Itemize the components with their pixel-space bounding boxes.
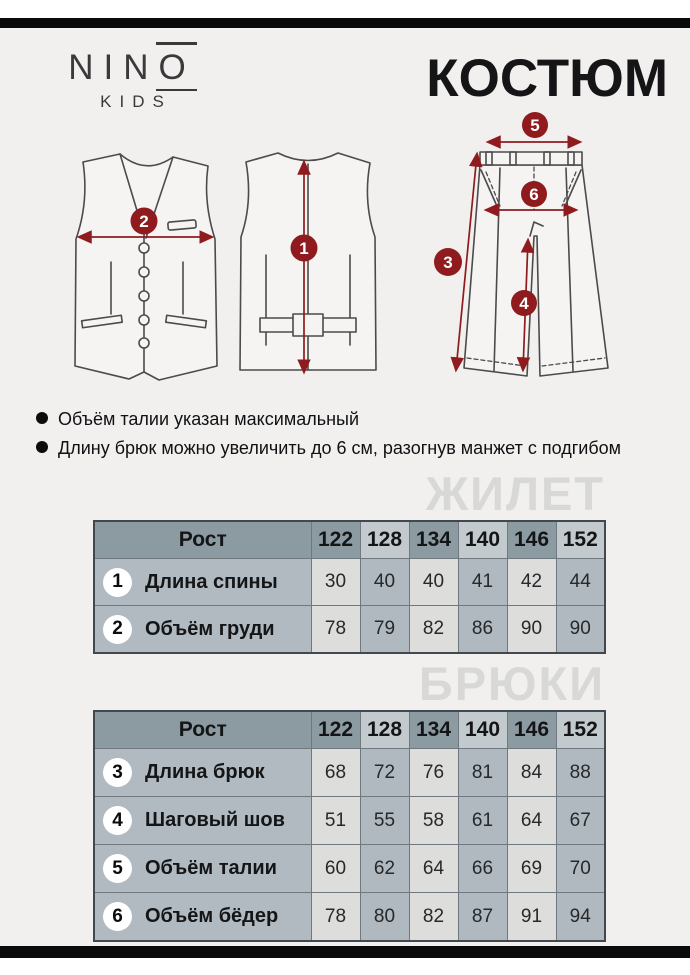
column-header-height: Рост bbox=[178, 528, 227, 551]
row-label: Длина брюк bbox=[145, 761, 265, 783]
size-value: 64 bbox=[520, 809, 543, 831]
marker-5-number: 5 bbox=[530, 116, 540, 135]
bullet-icon bbox=[36, 412, 48, 424]
vest-button bbox=[139, 338, 149, 348]
size-table-vest bbox=[93, 520, 606, 654]
size-value: 58 bbox=[422, 809, 445, 831]
marker-6-number: 6 bbox=[529, 185, 539, 204]
size-value: 64 bbox=[422, 857, 445, 879]
brand-logo bbox=[52, 48, 212, 112]
row-number-badge: 1 bbox=[103, 568, 132, 597]
size-value: 70 bbox=[569, 857, 591, 879]
size-table-trousers bbox=[93, 710, 606, 942]
row-number-badge: 4 bbox=[103, 806, 132, 835]
size-value: 81 bbox=[471, 761, 494, 783]
size-value: 82 bbox=[422, 905, 445, 927]
size-value: 62 bbox=[373, 857, 396, 879]
marker-2-number: 2 bbox=[139, 212, 149, 231]
vest-button bbox=[139, 291, 149, 301]
size-value: 86 bbox=[471, 618, 494, 639]
size-value: 67 bbox=[569, 809, 591, 831]
size-header: 134 bbox=[415, 528, 452, 551]
brand-name bbox=[52, 48, 212, 88]
top-black-bar bbox=[0, 18, 690, 28]
size-value: 76 bbox=[422, 761, 445, 783]
size-header: 146 bbox=[513, 718, 550, 741]
bullet-icon bbox=[36, 441, 48, 453]
vest-back-diagram bbox=[230, 140, 405, 390]
bottom-black-bar bbox=[0, 946, 690, 958]
size-header: 146 bbox=[513, 528, 550, 551]
size-value: 91 bbox=[520, 905, 543, 927]
row-label: Длина спины bbox=[145, 570, 278, 593]
row-number-badge: 5 bbox=[103, 854, 132, 883]
row-number-badge: 2 bbox=[103, 615, 132, 644]
size-value: 69 bbox=[520, 857, 543, 879]
note-text: Объём талии указан максимальный bbox=[58, 409, 360, 429]
table-row bbox=[94, 606, 605, 654]
marker-4-number: 4 bbox=[519, 294, 529, 313]
trousers-waistband bbox=[480, 152, 582, 165]
size-value: 88 bbox=[569, 761, 591, 783]
size-value: 90 bbox=[520, 618, 543, 639]
size-value: 87 bbox=[471, 905, 494, 927]
row-number-badge: 6 bbox=[103, 902, 132, 931]
row-label: Шаговый шов bbox=[145, 809, 285, 831]
size-value: 94 bbox=[569, 905, 591, 927]
size-value: 55 bbox=[373, 809, 396, 831]
brand-name-o: O bbox=[158, 48, 196, 87]
table-row bbox=[94, 797, 605, 845]
size-value: 61 bbox=[471, 809, 494, 831]
size-value: 44 bbox=[569, 571, 591, 592]
brand-name-pre: NIN bbox=[68, 48, 159, 87]
size-value: 42 bbox=[520, 571, 543, 592]
note-text: Длину брюк можно увеличить до 6 см, разогнув манжет с подгибом bbox=[58, 438, 622, 458]
size-value: 68 bbox=[324, 761, 347, 783]
table-row bbox=[94, 749, 605, 797]
vest-button bbox=[139, 243, 149, 253]
marker-3-number: 3 bbox=[443, 253, 453, 272]
size-header: 140 bbox=[464, 528, 501, 551]
size-header: 122 bbox=[317, 718, 354, 741]
trousers-diagram bbox=[420, 110, 670, 400]
size-header: 152 bbox=[562, 718, 598, 741]
size-header: 128 bbox=[366, 528, 403, 551]
section-title-trousers: БРЮКИ bbox=[418, 657, 605, 710]
size-header: 122 bbox=[317, 528, 354, 551]
size-value: 40 bbox=[422, 571, 445, 592]
table-row bbox=[94, 893, 605, 942]
page-title: КОСТЮМ bbox=[426, 49, 668, 108]
table-row bbox=[94, 559, 605, 606]
marker-1-number: 1 bbox=[299, 239, 309, 258]
size-header: 140 bbox=[464, 718, 501, 741]
column-header-height: Рост bbox=[178, 718, 227, 741]
size-value: 40 bbox=[373, 571, 396, 592]
size-value: 80 bbox=[373, 905, 396, 927]
size-value: 41 bbox=[471, 571, 494, 592]
vest-front-diagram bbox=[58, 142, 233, 392]
note-item bbox=[36, 408, 666, 430]
size-header: 128 bbox=[366, 718, 403, 741]
size-value: 79 bbox=[373, 618, 396, 639]
row-label: Объём талии bbox=[145, 857, 277, 879]
size-value: 60 bbox=[324, 857, 347, 879]
row-label: Объём бёдер bbox=[145, 905, 279, 927]
table-header-row bbox=[94, 711, 605, 749]
row-number-badge: 3 bbox=[103, 758, 132, 787]
note-item bbox=[36, 437, 666, 459]
row-label: Объём груди bbox=[145, 617, 275, 640]
size-value: 82 bbox=[422, 618, 445, 639]
size-value: 66 bbox=[471, 857, 494, 879]
size-header: 134 bbox=[415, 718, 452, 741]
section-title-vest: ЖИЛЕТ bbox=[425, 467, 605, 520]
size-value: 51 bbox=[324, 809, 347, 831]
size-value: 78 bbox=[324, 905, 347, 927]
vest-button bbox=[139, 267, 149, 277]
size-value: 78 bbox=[324, 618, 347, 639]
notes-list bbox=[36, 408, 666, 466]
size-value: 30 bbox=[324, 571, 347, 592]
size-value: 72 bbox=[373, 761, 396, 783]
vest-back-buckle bbox=[293, 314, 323, 336]
size-value: 84 bbox=[520, 761, 543, 783]
brand-subname: KIDS bbox=[100, 92, 172, 111]
size-value: 90 bbox=[569, 618, 591, 639]
table-row bbox=[94, 845, 605, 893]
size-header: 152 bbox=[562, 528, 598, 551]
vest-button bbox=[139, 315, 149, 325]
table-header-row bbox=[94, 521, 605, 559]
